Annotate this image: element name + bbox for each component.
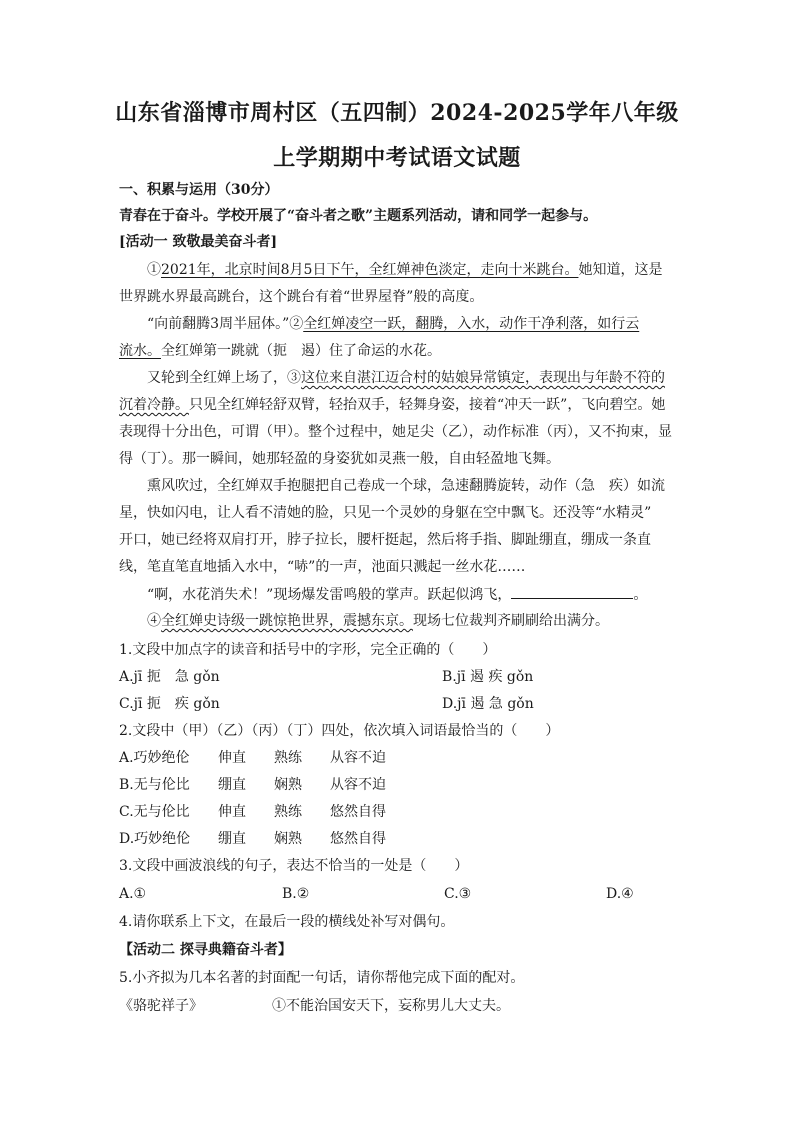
activity1-heading: [活动一 致敬最美奋斗者] — [119, 234, 278, 250]
passage-line: “啊，水花消失术！”现场爆发雷鸣般的掌声。跃起似鸿飞， 。 — [119, 584, 675, 605]
exam-title-line2: 上学期期中考试语文试题 — [273, 145, 521, 171]
question-1-stem: 1.文段中加点字的读音和括号中的字形，完全正确的（ ） — [119, 642, 497, 658]
q1-option-c[interactable]: C.jī 扼 疾 gǒn — [119, 696, 220, 712]
underlined-sentence: 2021年，北京时间8月5日下午，全红婵神色淡定，走向十米跳台。 — [161, 262, 579, 278]
passage-line: 熏风吹过，全红婵双手抱腿把自己卷成一个球，急速翻腾旋转，动作（急 疾）如流 — [147, 478, 665, 494]
question-2-stem: 2.文段中（甲）（乙）（丙）（丁）四处，依次填入词语最恰当的（ ） — [119, 723, 560, 739]
q3-option-b[interactable]: B.② — [282, 886, 310, 902]
q3-option-c[interactable]: C.③ — [444, 886, 472, 902]
underlined-sentence: 全红婵凌空一跃，翻腾，入水，动作干净利落，如行云 — [303, 316, 640, 332]
q1-option-b[interactable]: B.jī 遏 疾 gǒn — [442, 669, 534, 685]
passage-line: ①2021年，北京时间8月5日下午，全红婵神色淡定，走向十米跳台。她知道，这是 — [147, 262, 663, 278]
exam-title-line1: 山东省淄博市周村区（五四制）2024-2025学年八年级 — [115, 100, 679, 126]
question-4-stem: 4.请你联系上下文，在最后一段的横线处补写对偶句。 — [119, 914, 455, 930]
question-3-stem: 3.文段中画波浪线的句子，表达不恰当的一处是（ ） — [119, 858, 469, 874]
exam-page: 山东省淄博市周村区（五四制）2024-2025学年八年级 上学期期中考试语文试题 一、积累与运用（30分） 青春在于奋斗。学校开展了“奋斗者之歌”主题系列活动，请和同学一起参与。 [活动一 致敬最美奋斗者] ①2021年，北京时间8月5日下午，全红婵神色淡定，走向十米跳台。她知道，这是 世界跳水界最高跳台，这个跳台有着“世界屋脊”般的高度。 “向前翻腾3周半屈体。”②全红婵凌空一跃，翻腾，入水，动作干净利落，如行云 流水。全红婵第一跳就（扼 遏）住了命运的水花。 又轮到全红婵上场了，③这位来自湛江迈合村的姑娘异常镇定，表现出与年龄不符的 沉着冷静。只见全红婵轻舒双臂，轻抬双手，轻舞身姿，接着“冲天一跃”，飞向碧空。她 表现得十分出色，可谓（甲）。整个过程中，她足尖（乙），动作标准（丙），又不拘束，显 得（丁）。那一瞬间，她那轻盈的身姿犹如灵燕一般，自由轻盈地飞舞。 熏风吹过，全红婵双手抱腿把自己卷成一个球，急速翻腾旋转，动作（急 疾）如流 星，快如闪电，让人看不清她的脸，只见一个灵妙的身躯在空中飘飞。还没等“水精灵” 开口，她已经将双肩打开，脖子拉长，腰杆挺起，然后将手指、脚趾绷直，绷成一条直 线，笔直笔直地插入水中，“哧”的一声，池面只溅起一丝水花…… “啊，水花消失术！”现场爆发雷鸣般的掌声。跃起似鸿飞， 。 ④全红婵史诗级一跳惊艳世界，震撼东京。现场七位裁判齐刷刷给出满分。 1.文段中加点字的读音和括号中的字形，完全正确的（ ） A.jī 扼 急 gǒn B.jī 遏 疾 gǒn C.jī 扼 疾 gǒn D.jī 遏 急 gǒn 2.文段中（甲）（乙）（丙）（丁）四处，依次填入词语最恰当的（ ） A.巧妙绝伦 伸直 熟练 从容不迫 B.无与伦比 绷直 娴熟 从容不迫 C.无与伦比 伸直 熟练 悠然自得 D.巧妙绝伦 绷直 娴熟 悠然自得 3.文段中画波浪线的句子，表达不恰当的一处是（ ） A.① B.② C.③ D.④ 4.请你联系上下文，在最后一段的横线处补写对偶句。 【活动二 探寻典籍奋斗者】 5.小齐拟为几本名著的封面配一句话，请你帮他完成下面的配对。 《骆驼祥子》 ①不能治国安天下，妄称男儿大丈夫。 — [0, 0, 794, 1123]
passage-line: 世界跳水界最高跳台，这个跳台有着“世界屋脊”般的高度。 — [119, 289, 484, 305]
book-title: 《骆驼祥子》 — [119, 998, 203, 1014]
question-5-stem: 5.小齐拟为几本名著的封面配一句话，请你帮他完成下面的配对。 — [119, 970, 525, 986]
passage-line: ④全红婵史诗级一跳惊艳世界，震撼东京。现场七位裁判齐刷刷给出满分。 — [147, 613, 609, 629]
passage-line: “向前翻腾3周半屈体。”②全红婵凌空一跃，翻腾，入水，动作干净利落，如行云 — [147, 316, 640, 332]
wavy-sentence: 全红婵史诗级一跳惊艳世界，震撼东京。 — [161, 613, 413, 629]
passage-line: 表现得十分出色，可谓（甲）。整个过程中，她足尖（乙），动作标准（丙），又不拘束，显 — [119, 424, 672, 440]
cover-quote: ①不能治国安天下，妄称男儿大丈夫。 — [272, 998, 510, 1014]
answer-blank[interactable] — [511, 584, 633, 599]
intro-text: 青春在于奋斗。学校开展了“奋斗者之歌”主题系列活动，请和同学一起参与。 — [119, 208, 598, 224]
section-heading: 一、积累与运用（30分） — [119, 182, 279, 198]
wavy-sentence: 沉着冷静。 — [119, 397, 189, 413]
passage-line: 开口，她已经将双肩打开，脖子拉长，腰杆挺起，然后将手指、脚趾绷直，绷成一条直 — [119, 532, 651, 548]
passage-line: 流水。全红婵第一跳就（扼 遏）住了命运的水花。 — [119, 343, 441, 359]
passage-line: 沉着冷静。只见全红婵轻舒双臂，轻抬双手，轻舞身姿，接着“冲天一跃”，飞向碧空。她 — [119, 397, 666, 413]
q3-option-a[interactable]: A.① — [119, 886, 147, 902]
wavy-sentence: 这位来自湛江迈合村的姑娘异常镇定，表现出与年龄不符的 — [301, 370, 665, 386]
passage-line: 线，笔直笔直地插入水中，“哧”的一声，池面只溅起一丝水花…… — [119, 559, 526, 575]
passage-line: 星，快如闪电，让人看不清她的脸，只见一个灵妙的身躯在空中飘飞。还没等“水精灵” — [119, 505, 652, 521]
underlined-sentence: 流水。 — [119, 343, 161, 359]
passage-line: 又轮到全红婵上场了，③这位来自湛江迈合村的姑娘异常镇定，表现出与年龄不符的 — [147, 370, 665, 386]
passage-line: 得（丁）。那一瞬间，她那轻盈的身姿犹如灵燕一般，自由轻盈地飞舞。 — [119, 451, 560, 467]
q3-option-d[interactable]: D.④ — [606, 886, 634, 902]
activity2-heading: 【活动二 探寻典籍奋斗者】 — [119, 942, 292, 958]
q1-option-d[interactable]: D.jī 遏 急 gǒn — [442, 696, 534, 712]
q1-option-a[interactable]: A.jī 扼 急 gǒn — [119, 669, 220, 685]
